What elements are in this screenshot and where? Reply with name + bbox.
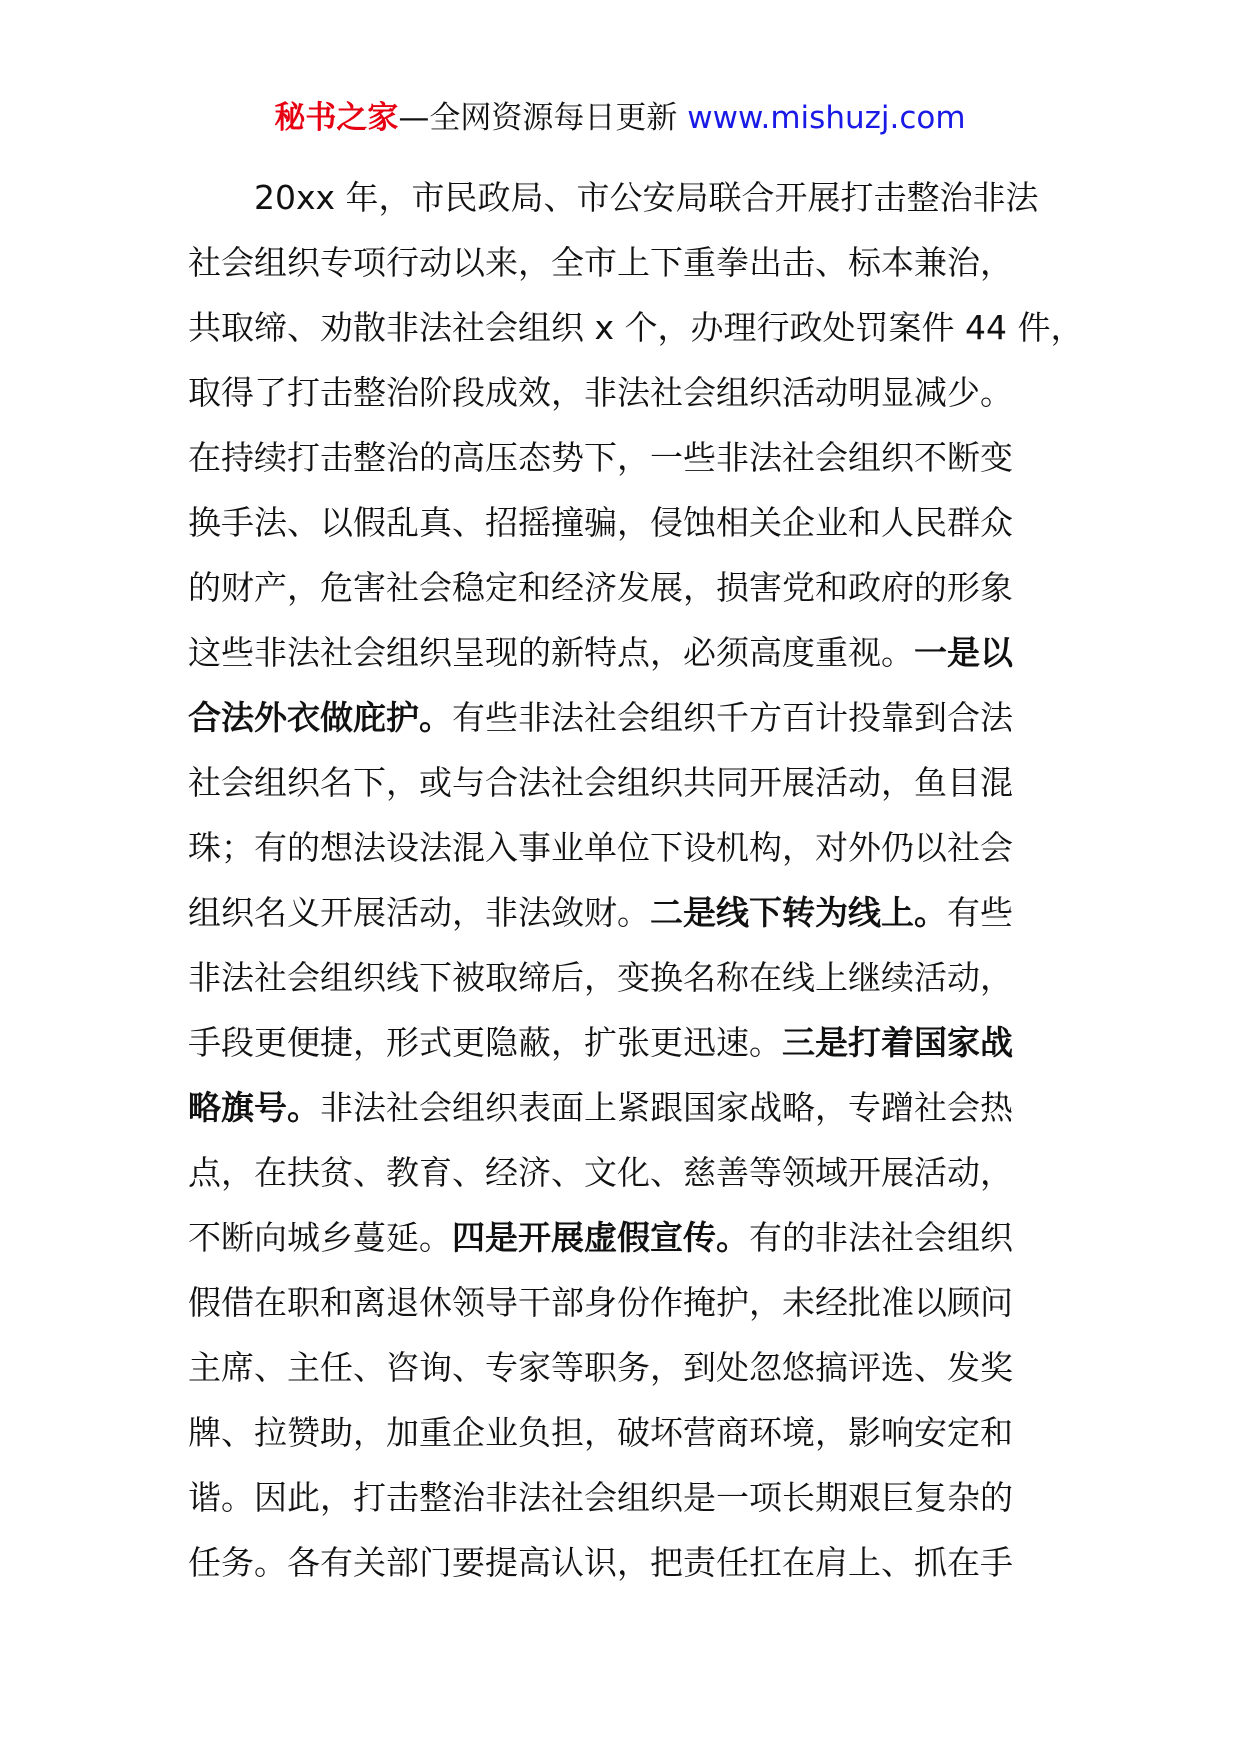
text-segment: 非法社会组织线下被取缔后，变换名称在线上继续活动， bbox=[188, 958, 1013, 997]
bold-heading-segment: 一是以 bbox=[914, 633, 1013, 672]
brand-name: 秘书之家 bbox=[274, 100, 399, 136]
text-line bbox=[188, 1465, 1088, 1530]
text-line bbox=[188, 945, 1088, 1010]
text-segment: 主席、主任、咨询、专家等职务，到处忽悠搞评选、发奖 bbox=[188, 1348, 1013, 1387]
text-line bbox=[188, 685, 1088, 750]
text-segment: 这些非法社会组织呈现的新特点，必须高度重视。 bbox=[188, 633, 914, 672]
site-url-link[interactable]: www.mishuzj.com bbox=[687, 100, 966, 136]
text-segment: 共取缔、劝散非法社会组织 x 个，办理行政处罚案件 44 件， bbox=[188, 308, 1084, 347]
text-line bbox=[188, 1335, 1088, 1400]
text-segment: 牌、拉赞助，加重企业负担，破坏营商环境，影响安定和 bbox=[188, 1413, 1013, 1452]
text-segment: 社会组织名下，或与合法社会组织共同开展活动，鱼目混 bbox=[188, 763, 1013, 802]
text-line bbox=[188, 555, 1088, 620]
text-line bbox=[188, 1205, 1088, 1270]
text-segment: 组织名义开展活动，非法敛财。 bbox=[188, 893, 650, 932]
text-segment: 点，在扶贫、教育、经济、文化、慈善等领域开展活动， bbox=[188, 1153, 1013, 1192]
text-line bbox=[188, 1140, 1088, 1205]
bold-heading-segment: 二是线下转为线上。 bbox=[650, 893, 947, 932]
text-segment: 任务。各有关部门要提高认识，把责任扛在肩上、抓在手 bbox=[188, 1543, 1013, 1582]
text-segment: 有些非法社会组织千方百计投靠到合法 bbox=[452, 698, 1013, 737]
text-segment: 非法社会组织表面上紧跟国家战略，专蹭社会热 bbox=[320, 1088, 1013, 1127]
text-segment: 珠；有的想法设法混入事业单位下设机构，对外仍以社会 bbox=[188, 828, 1013, 867]
text-segment: 假借在职和离退休领导干部身份作掩护，未经批准以顾问 bbox=[188, 1283, 1013, 1322]
text-segment: 换手法、以假乱真、招摇撞骗，侵蚀相关企业和人民群众 bbox=[188, 503, 1013, 542]
text-segment: 手段更便捷，形式更隐蔽，扩张更迅速。 bbox=[188, 1023, 782, 1062]
text-line bbox=[188, 1010, 1088, 1075]
bold-heading-segment: 合法外衣做庇护。 bbox=[188, 698, 452, 737]
text-line bbox=[188, 360, 1088, 425]
bold-heading-segment: 略旗号。 bbox=[188, 1088, 320, 1127]
site-header bbox=[0, 98, 1240, 138]
article-body bbox=[188, 165, 1088, 1595]
text-segment: 谐。因此，打击整治非法社会组织是一项长期艰巨复杂的 bbox=[188, 1478, 1013, 1517]
text-line bbox=[188, 1075, 1088, 1140]
text-segment: 有的非法社会组织 bbox=[749, 1218, 1013, 1257]
text-line bbox=[188, 815, 1088, 880]
text-segment: 取得了打击整治阶段成效，非法社会组织活动明显减少。 bbox=[188, 373, 1013, 412]
text-line bbox=[188, 425, 1088, 490]
text-line bbox=[188, 490, 1088, 555]
text-line bbox=[188, 1530, 1088, 1595]
text-line bbox=[188, 165, 1088, 230]
bold-heading-segment: 四是开展虚假宣传。 bbox=[452, 1218, 749, 1257]
text-line bbox=[188, 295, 1088, 360]
text-line bbox=[188, 1270, 1088, 1335]
bold-heading-segment: 三是打着国家战 bbox=[782, 1023, 1013, 1062]
header-tagline: —全网资源每日更新 bbox=[398, 100, 678, 136]
text-line bbox=[188, 1400, 1088, 1465]
text-segment: 的财产，危害社会稳定和经济发展，损害党和政府的形象 bbox=[188, 568, 1013, 607]
text-line bbox=[188, 750, 1088, 815]
text-line bbox=[188, 620, 1088, 685]
text-segment: 社会组织专项行动以来，全市上下重拳出击、标本兼治， bbox=[188, 243, 1013, 282]
text-line bbox=[188, 880, 1088, 945]
text-segment: 在持续打击整治的高压态势下，一些非法社会组织不断变 bbox=[188, 438, 1013, 477]
text-line bbox=[188, 230, 1088, 295]
text-segment: 有些 bbox=[947, 893, 1013, 932]
text-segment: 20xx 年，市民政局、市公安局联合开展打击整治非法 bbox=[254, 178, 1039, 217]
text-segment: 不断向城乡蔓延。 bbox=[188, 1218, 452, 1257]
